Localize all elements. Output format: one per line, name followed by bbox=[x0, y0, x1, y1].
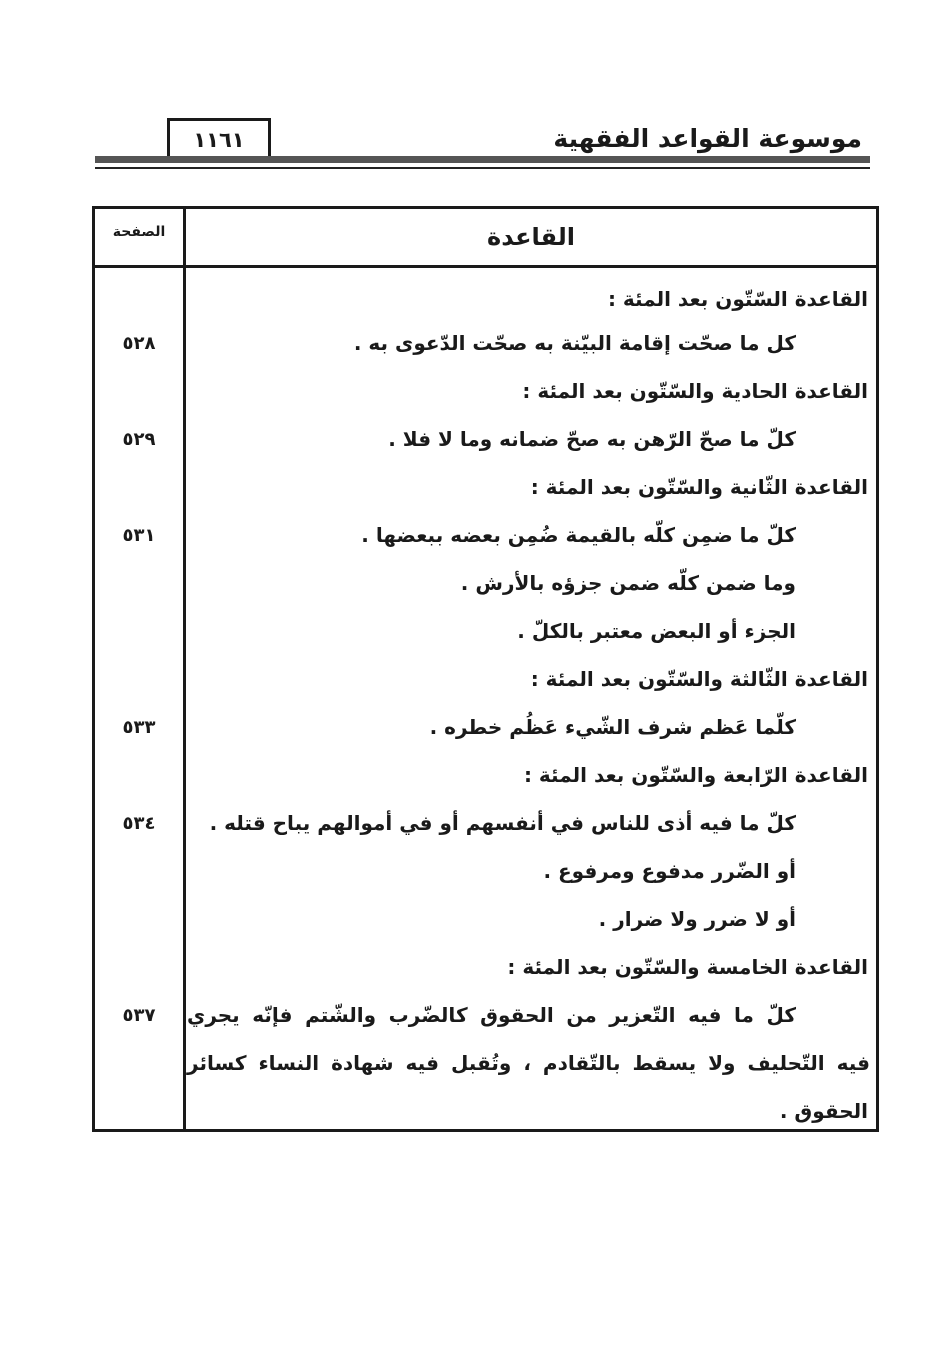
column-divider bbox=[183, 209, 186, 1129]
rule-statement: كلّ ما صحّ الرّهن به صحّ ضمانه وما لا فلا . bbox=[388, 427, 796, 451]
book-title: موسوعة القواعد الفقهية bbox=[553, 124, 862, 153]
page-reference: ٥٣١ bbox=[122, 525, 156, 546]
rule-statement: أو لا ضرر ولا ضرار . bbox=[598, 907, 796, 931]
page-reference: ٥٢٨ bbox=[122, 333, 156, 354]
header-row-divider bbox=[95, 265, 876, 268]
rule-statement: كلّما عَظم شرف الشّيء عَظُم خطره . bbox=[429, 715, 796, 739]
rule-statement: وما ضمن كلّه ضمن جزؤه بالأرش . bbox=[460, 571, 796, 595]
rule-heading: القاعدة الحادية والسّتّون بعد المئة : bbox=[522, 379, 868, 403]
page-header bbox=[95, 112, 870, 176]
header-rule-thin bbox=[95, 167, 870, 169]
rule-statement: كلّ ما ضمِن كلّه بالقيمة ضُمِن بعضه ببعضها . bbox=[361, 523, 796, 547]
rule-statement: كل ما صحّت إقامة البيّنة به صحّت الدّعوى به . bbox=[353, 331, 796, 355]
rule-statement: أو الضّرر مدفوع ومرفوع . bbox=[543, 859, 796, 883]
rule-heading: القاعدة الخامسة والسّتّون بعد المئة : bbox=[507, 955, 868, 979]
page-reference: ٥٣٧ bbox=[122, 1005, 156, 1026]
rule-heading: القاعدة الثّانية والسّتّون بعد المئة : bbox=[530, 475, 868, 499]
rule-statement: الحقوق . bbox=[779, 1099, 868, 1123]
page-reference: ٥٢٩ bbox=[122, 429, 156, 450]
rule-statement: فيه التّحليف ولا يسقط بالتّقادم ، وتُقبل فيه شهادة النساء كسائر bbox=[187, 1051, 870, 1075]
column-header-rule: القاعدة bbox=[487, 223, 575, 251]
rules-index-table bbox=[92, 206, 879, 1132]
rule-heading: القاعدة السّتّون بعد المئة : bbox=[607, 287, 868, 311]
header-rule bbox=[95, 156, 870, 163]
page-reference: ٥٣٣ bbox=[122, 717, 156, 738]
rule-statement: كلّ ما فيه أذى للناس في أنفسهم أو في أموالهم يباح قتله . bbox=[209, 811, 796, 835]
column-header-page: الصفحة bbox=[112, 224, 166, 240]
rule-statement: الجزء أو البعض معتبر بالكلّ . bbox=[517, 619, 796, 643]
rule-heading: القاعدة الثّالثة والسّتّون بعد المئة : bbox=[530, 667, 868, 691]
rule-statement: كلّ ما فيه التّعزير من الحقوق كالضّرب والشّتم فإنّه يجري bbox=[187, 1003, 796, 1027]
rule-heading: القاعدة الرّابعة والسّتّون بعد المئة : bbox=[523, 763, 868, 787]
page-reference: ٥٣٤ bbox=[122, 813, 156, 834]
page-number: ١١٦١ bbox=[167, 118, 271, 158]
